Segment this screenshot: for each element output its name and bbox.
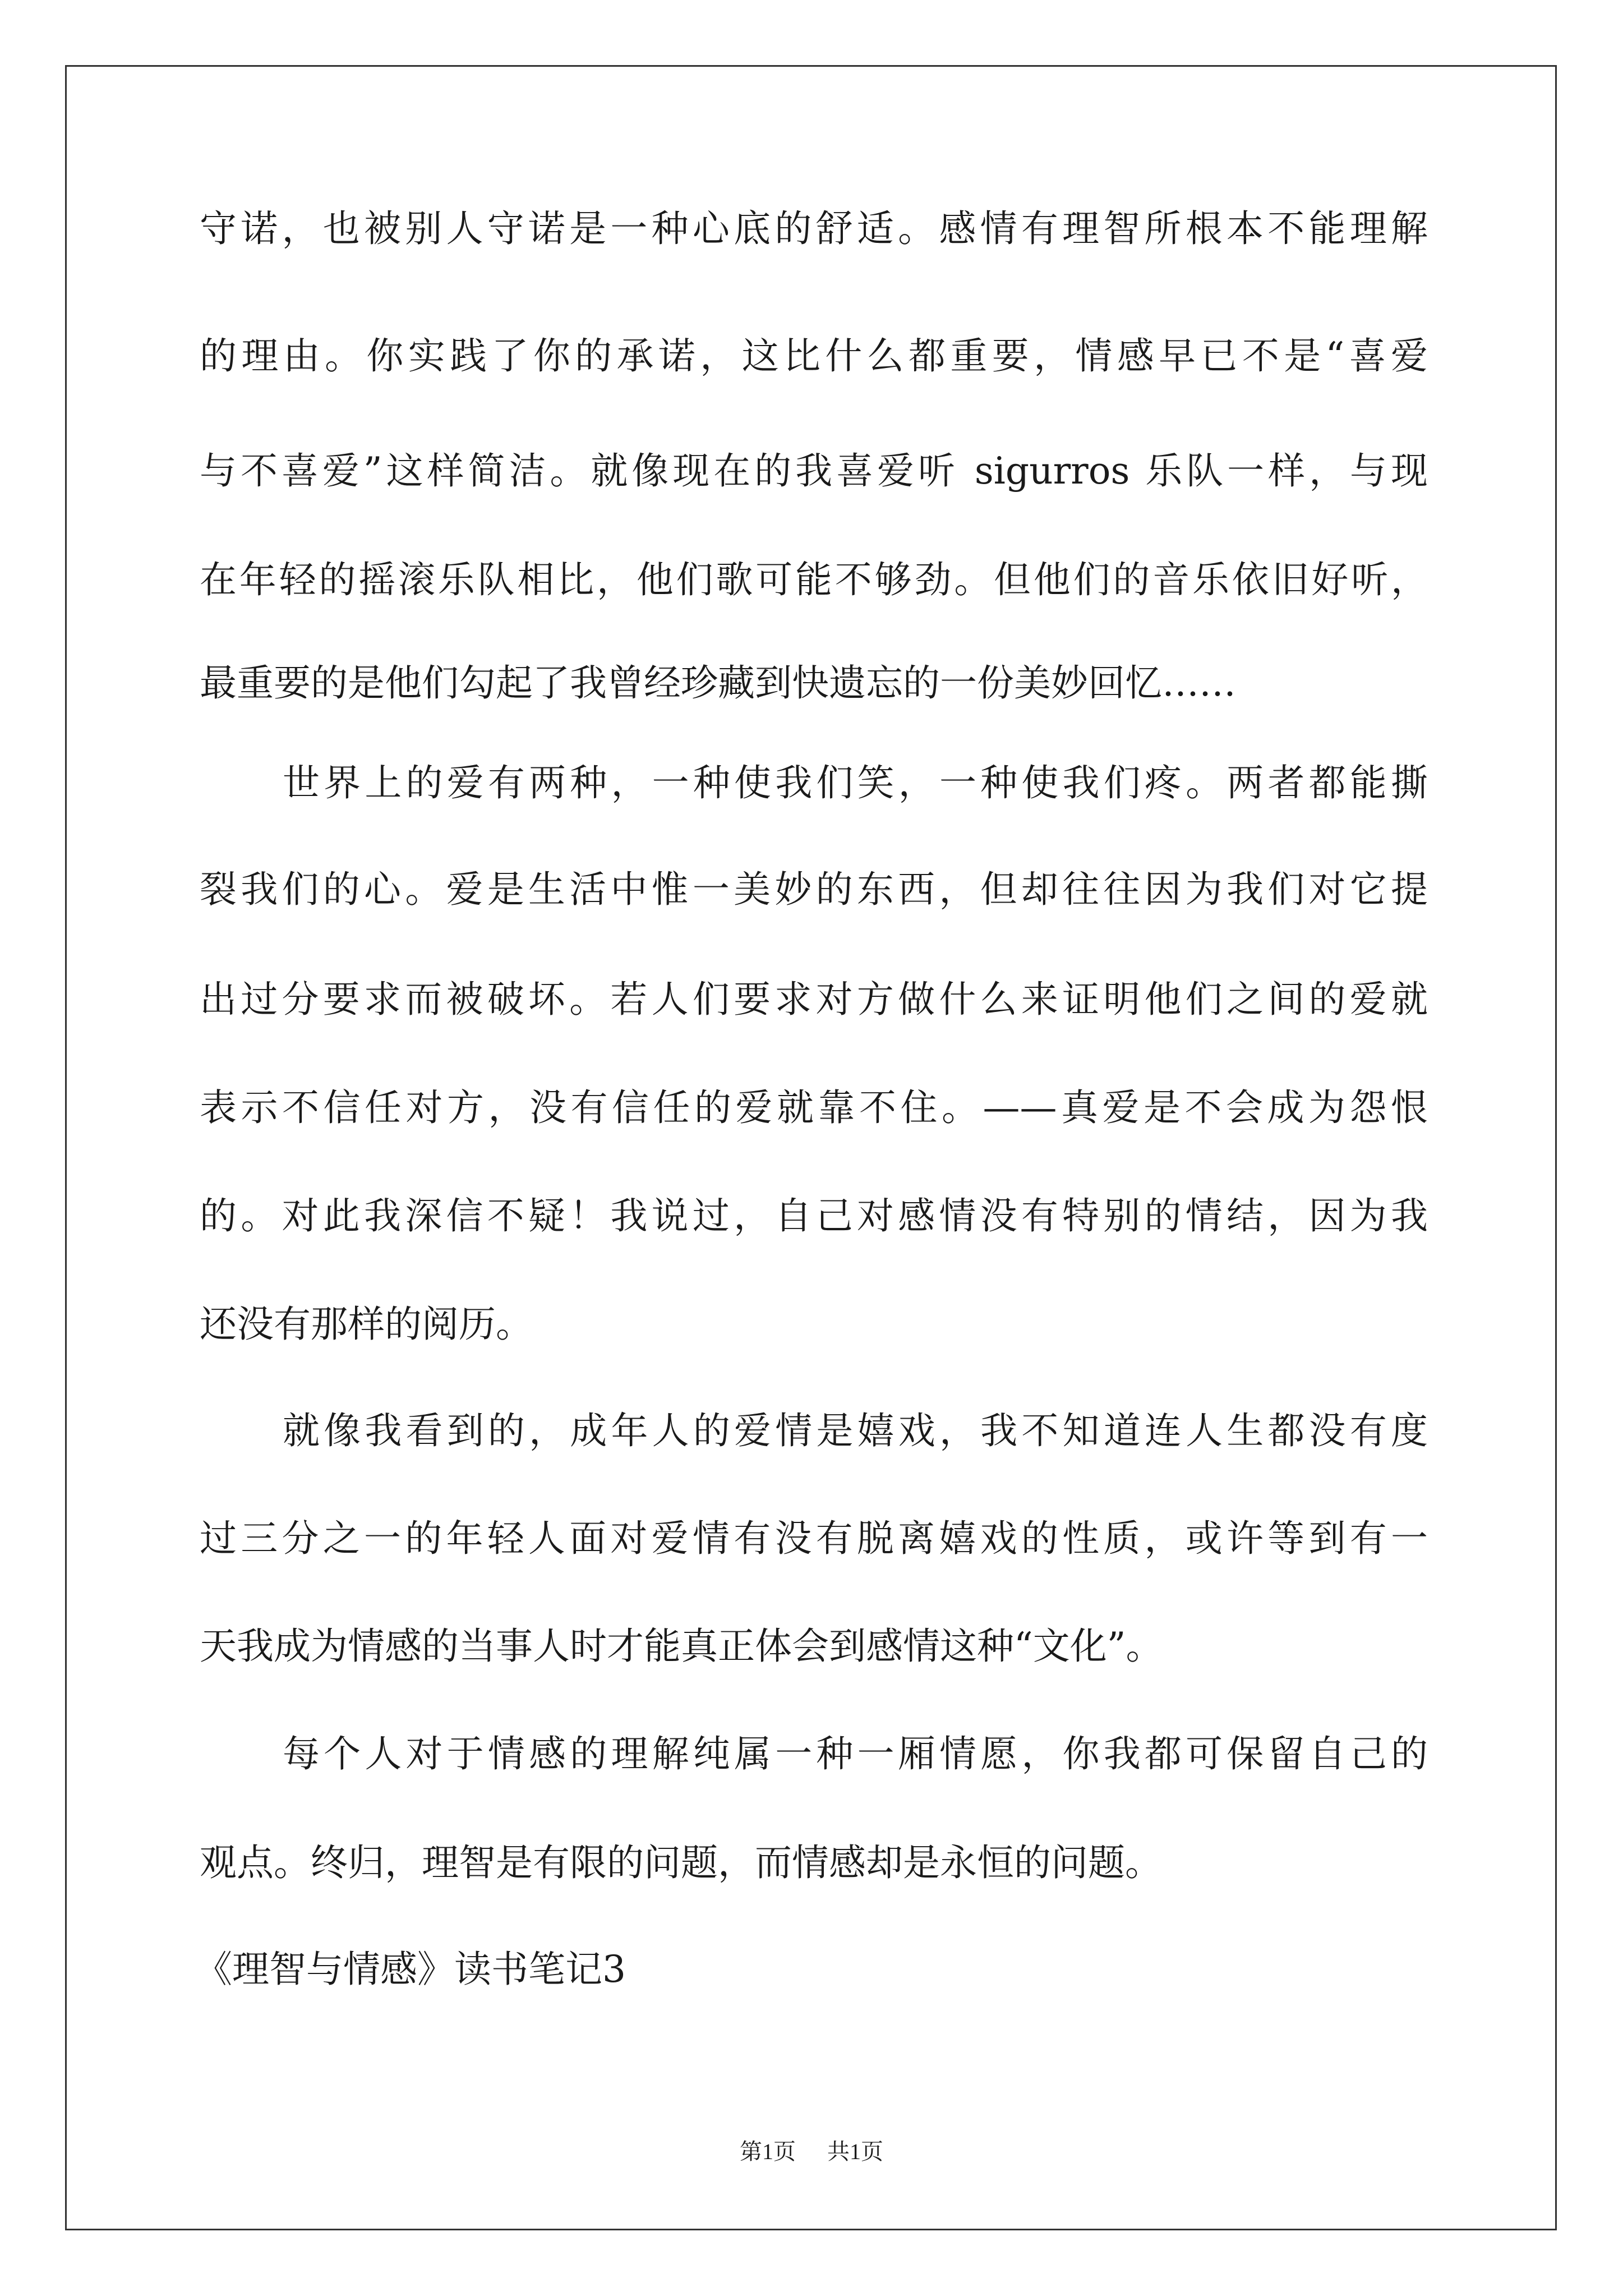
paragraph-line: 与不喜爱”这样简洁。就像现在的我喜爱听 sigurros 乐队一样，与现 xyxy=(200,449,1428,493)
section-heading: 《理智与情感》读书笔记3 xyxy=(195,1948,626,1991)
paragraph-line: 表示不信任对方，没有信任的爱就靠不住。——真爱是不会成为怨恨 xyxy=(200,1086,1428,1129)
paragraph-line: 的理由。你实践了你的承诺，这比什么都重要，情感早已不是“喜爱 xyxy=(200,334,1428,378)
paragraph-line: 就像我看到的，成年人的爱情是嬉戏，我不知道连人生都没有度 xyxy=(283,1409,1428,1452)
paragraph-line: 还没有那样的阅历。 xyxy=(200,1303,533,1346)
paragraph-line: 的。对此我深信不疑！我说过，自己对感情没有特别的情结，因为我 xyxy=(200,1194,1428,1237)
paragraph-line: 世界上的爱有两种，一种使我们笑，一种使我们疼。两者都能撕 xyxy=(283,761,1428,804)
page-total: 共1页 xyxy=(827,2139,883,2164)
paragraph-line: 最重要的是他们勾起了我曾经珍藏到快遗忘的一份美妙回忆…… xyxy=(200,661,1236,705)
page-frame xyxy=(65,65,1557,2230)
paragraph-line: 观点。终归，理智是有限的问题，而情感却是永恒的问题。 xyxy=(200,1841,1162,1884)
page-footer xyxy=(0,2136,1623,2168)
paragraph-line: 出过分要求而被破坏。若人们要求对方做什么来证明他们之间的爱就 xyxy=(200,978,1428,1021)
paragraph-line: 裂我们的心。爱是生活中惟一美妙的东西，但却往往因为我们对它提 xyxy=(200,868,1428,911)
paragraph-line: 在年轻的摇滚乐队相比，他们歌可能不够劲。但他们的音乐依旧好听， xyxy=(200,558,1428,601)
page-number: 第1页 xyxy=(740,2139,796,2164)
paragraph-line: 天我成为情感的当事人时才能真正体会到感情这种“文化”。 xyxy=(200,1625,1163,1668)
paragraph-line: 守诺，也被别人守诺是一种心底的舒适。感情有理智所根本不能理解 xyxy=(200,207,1428,250)
paragraph-line: 过三分之一的年轻人面对爱情有没有脱离嬉戏的性质，或许等到有一 xyxy=(200,1517,1428,1560)
paragraph-line: 每个人对于情感的理解纯属一种一厢情愿，你我都可保留自己的 xyxy=(283,1732,1428,1775)
